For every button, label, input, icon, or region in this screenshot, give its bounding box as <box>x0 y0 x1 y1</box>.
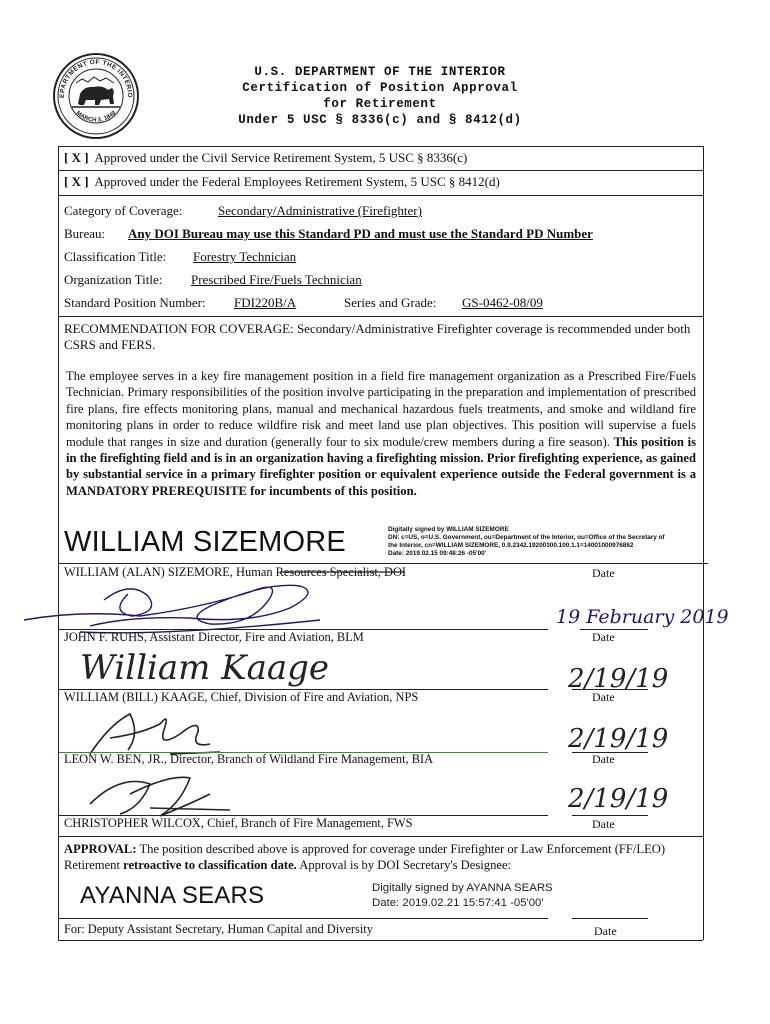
kaage-caption: WILLIAM (BILL) KAAGE, Chief, Division of Fire and Aviation, NPS <box>64 690 419 704</box>
final-approval-text: The position described above is approved for coverage under Firefighter or Law Enforcement (FF/LEO) Retirement <box>64 842 666 872</box>
position-description <box>66 368 696 499</box>
sears-digital-signature: AYANNA SEARS <box>80 882 265 909</box>
header-statute: Under 5 USC § 8336(c) and § 8412(d) <box>238 113 522 127</box>
fers-approval-line <box>64 174 500 190</box>
std-position-value: FDI220B/A <box>234 295 297 310</box>
signature-line <box>58 918 548 919</box>
recommendation-text: Secondary/Administrative Firefighter coverage is recommended under both CSRS and FERS. <box>64 321 691 352</box>
header-subtitle: for Retirement <box>323 97 437 111</box>
classification-label: Classification Title: <box>64 249 167 264</box>
doi-seal-icon <box>52 52 140 140</box>
divider <box>58 316 703 317</box>
final-approval-heading: APPROVAL: <box>64 842 137 856</box>
sizemore-date-label: Date <box>592 566 615 580</box>
sears-digital-line1: Digitally signed by AYANNA SEARS <box>372 882 553 894</box>
bureau-label: Bureau: <box>64 226 106 241</box>
series-value: GS-0462-08/09 <box>462 295 543 310</box>
kaage-date-handwritten: 2/19/19 <box>568 664 669 694</box>
recommendation-heading: RECOMMENDATION FOR COVERAGE: <box>64 321 294 336</box>
sizemore-digital-signature: WILLIAM SIZEMORE <box>64 526 346 558</box>
kaage-date-label: Date <box>592 690 615 704</box>
divider <box>58 836 703 837</box>
date-line <box>572 918 648 919</box>
std-position-label: Standard Position Number: <box>64 295 206 310</box>
ruhs-date-label: Date <box>592 630 615 644</box>
document-header <box>190 64 570 128</box>
ruhs-caption: JOHN F. RUHS, Assistant Director, Fire and Aviation, BLM <box>64 630 364 644</box>
header-department: U.S. DEPARTMENT OF THE INTERIOR <box>254 65 506 79</box>
divider <box>58 170 703 171</box>
wilcox-caption: CHRISTOPHER WILCOX, Chief, Branch of Fire Management, FWS <box>64 816 413 830</box>
csrs-approval-text: Approved under the Civil Service Retirement System, 5 USC § 8336(c) <box>94 150 468 165</box>
wilcox-date-label: Date <box>592 817 615 831</box>
final-approval-retroactive: retroactive to classification date. <box>123 857 297 872</box>
organization-label: Organization Title: <box>64 272 163 287</box>
frame-left <box>58 146 59 940</box>
fers-approval-text: Approved under the Federal Employees Retirement System, 5 USC § 8412(d) <box>94 174 500 189</box>
sears-date-label: Date <box>594 924 617 938</box>
seal-top-text: EPARTMENT OF THE INTERIO <box>58 58 134 99</box>
fers-check-mark: [ X ] <box>64 174 89 189</box>
sizemore-digital-line4: Date: 2019.02.15 09:48:26 -05'00' <box>388 550 487 557</box>
date-line <box>572 815 648 816</box>
organization-value: Prescribed Fire/Fuels Technician <box>191 272 362 287</box>
wilcox-date-handwritten: 2/19/19 <box>568 784 669 814</box>
divider <box>58 146 703 147</box>
classification-value: Forestry Technician <box>193 249 297 264</box>
final-approval-designee: Approval is by DOI Secretary's Designee: <box>299 857 512 872</box>
description-incumbents: for incumbents of this position. <box>250 483 417 498</box>
sears-digital-line2: Date: 2019.02.21 15:57:41 -05'00' <box>372 897 544 909</box>
sears-caption: For: Deputy Assistant Secretary, Human Capital and Diversity <box>64 922 373 936</box>
frame-right <box>703 146 704 940</box>
sizemore-digital-line2: DN: c=US, o=U.S. Government, ou=Department of the Interior, ou=Office of the Secretary of <box>388 534 665 541</box>
divider <box>58 195 703 196</box>
csrs-approval-line <box>64 150 467 166</box>
svg-text:MARCH 3, 1849 <box>75 110 118 124</box>
sizemore-digital-line3: the Interior, cn=WILLIAM SIZEMORE, 0.9.2342.19200300.100.1.1=14001000976862 <box>388 542 634 549</box>
sizemore-digital-line1: Digitally signed by WILLIAM SIZEMORE <box>388 526 509 533</box>
recommendation <box>64 321 700 353</box>
ben-date-label: Date <box>592 752 615 766</box>
csrs-check-mark: [ X ] <box>64 150 89 165</box>
bureau-value: Any DOI Bureau may use this Standard PD and must use the Standard PD Number <box>128 226 593 241</box>
final-approval <box>64 842 704 873</box>
sizemore-caption: WILLIAM (ALAN) SIZEMORE, Human Resources Specialist, DOI <box>64 565 407 579</box>
header-title: Certification of Position Approval <box>242 81 518 95</box>
category-label: Category of Coverage: <box>64 203 183 218</box>
divider <box>58 940 703 941</box>
series-label: Series and Grade: <box>344 295 437 310</box>
ben-date-handwritten: 2/19/19 <box>568 724 669 754</box>
description-prerequisite: This position is in the firefighting field and is in an organization having a firefighting mission. Prior firefighting experience, as gained by substantial service in a primary firefighter position or equivalent experience outside the Federal government is a MANDATORY PREREQUISITE <box>66 434 697 498</box>
seal-bottom-text: MARCH 3, 1849 <box>74 110 118 124</box>
kaage-signature-handwritten: William Kaage <box>80 648 329 688</box>
category-value: Secondary/Administrative (Firefighter) <box>218 203 422 218</box>
ben-caption: LEON W. BEN, JR., Director, Branch of Wildland Fire Management, BIA <box>64 752 434 766</box>
description-text: The employee serves in a key fire management position in a field fire management organization as a Prescribed Fire/Fuels Technician. Primary responsibilities of the position involve participating in the preparation and implementation of prescribed fire plans, fire effects monitoring plans, manual and mechanical hazardous fuels treatments, and smoke and wildland fire monitoring plans in order to reduce wildfire risk and meet land use plan objectives. This position will supervise a fuels module that ranges in size and duration (generally four to six module/crew members during a fire season). <box>66 369 696 449</box>
ruhs-date-handwritten: 19 February 2019 <box>556 606 729 628</box>
